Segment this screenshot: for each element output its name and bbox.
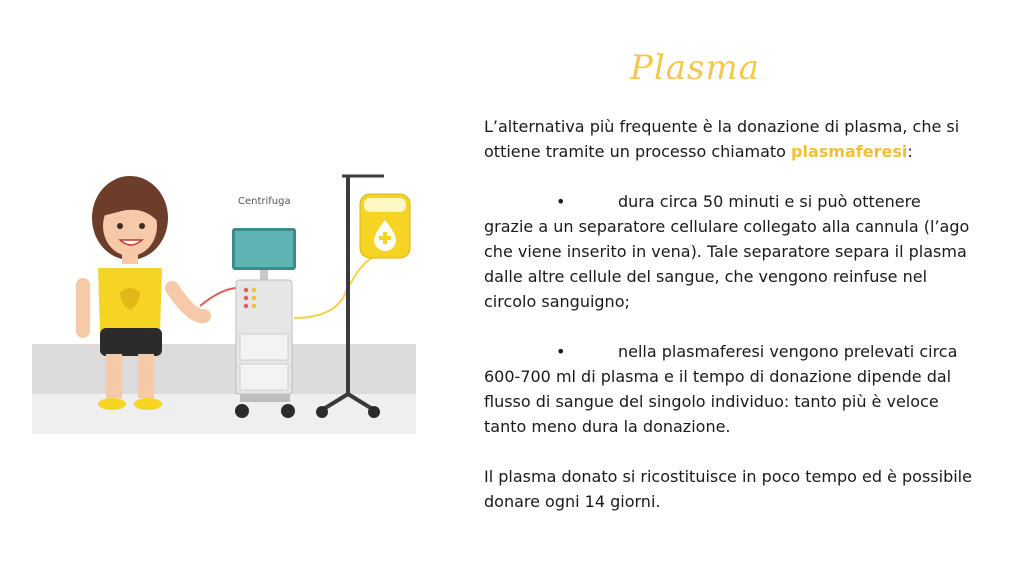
centrifuge-label: Centrifuga (238, 196, 291, 207)
intro-text: L’alternativa più frequente è la donazione di plasma, che si ottiene tramite un processo chiamato (484, 117, 960, 161)
bullet-1-first-line: dura circa 50 minuti e si può ottenere (618, 192, 921, 211)
bullet-1-rest: grazie a un separatore cellulare collegato alla cannula (l’ago che viene inserito in vena). Tale separatore separa il plasma dalle altre cellule del sangue, che vengono reinfuse nel circolo sanguigno; (484, 217, 970, 311)
bullet-2-rest: 600-700 ml di plasma e il tempo di donazione dipende dal flusso di sangue del singolo individuo: tanto più è veloce tanto meno dura la donazione. (484, 367, 952, 436)
bullet-2-first-line: nella plasmaferesi vengono prelevati circa (618, 342, 958, 361)
bullet-marker: • (556, 192, 566, 211)
plasma-bag (360, 194, 410, 258)
bullet-item-1 (484, 189, 984, 314)
intro-colon: : (907, 142, 913, 161)
centrifuge-machine (232, 196, 296, 418)
page-title: Plasma (630, 48, 760, 88)
content-body (484, 114, 984, 514)
closing-paragraph: Il plasma donato si ricostituisce in poco tempo ed è possibile donare ogni 14 giorni. (484, 467, 972, 511)
bullet-marker: • (556, 342, 566, 361)
plasmapheresis-illustration (32, 168, 416, 434)
intro-paragraph (484, 114, 984, 164)
plasmaferesi-highlight: plasmaferesi (791, 142, 908, 161)
bullet-item-2 (484, 339, 984, 439)
bench (32, 344, 416, 394)
